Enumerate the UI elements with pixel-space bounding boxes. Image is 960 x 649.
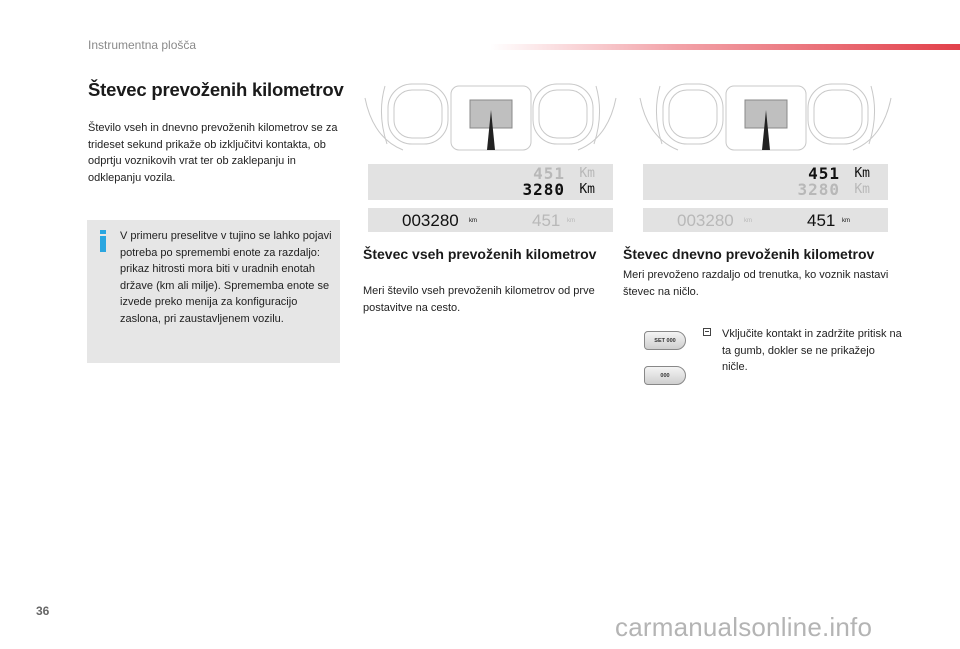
odometer-strip — [368, 208, 613, 232]
lcd-trip-unit: Km — [579, 166, 595, 181]
page-title: Števec prevoženih kilometrov — [88, 79, 344, 100]
set-000-button[interactable]: SET 000 — [644, 331, 686, 350]
odo-total-value: 003280 — [402, 211, 459, 230]
odo-total-unit: km — [469, 218, 477, 224]
info-icon — [99, 230, 107, 252]
lcd-trip-value: 451 — [533, 164, 565, 183]
instrument-cluster-icon — [363, 78, 618, 160]
reset-000-button[interactable]: 000 — [644, 366, 686, 385]
instrument-cluster-icon — [638, 78, 893, 160]
step-checkbox-icon — [703, 328, 711, 336]
lcd-total-value: 3280 — [522, 180, 565, 199]
lcd-total-unit: Km — [579, 182, 595, 197]
odo-trip-unit: km — [842, 218, 850, 224]
lcd-trip-value: 451 — [808, 164, 840, 183]
total-odometer-title: Števec vseh prevoženih kilometrov — [363, 246, 597, 262]
info-text: V primeru preselitve v tujino se lahko pojavi potreba po spremembi enote za razdaljo: prikaz hitrosti mora biti v uradnih enotah države (km ali milje). Sprememba enote se izvede preko menija za konfiguracijo zaslona, pri zaustavljenem vozilu. — [120, 230, 332, 325]
lcd-trip-unit: Km — [854, 166, 870, 181]
watermark: carmanualsonline.info — [615, 612, 873, 642]
odo-trip-value: 451 — [532, 211, 561, 230]
intro-paragraph: Število vseh in dnevno prevoženih kilometrov se za trideset sekund prikaže ob izključitvi kontakta, ob odprtju voznikovih vrat ter ob zaklepanju in odklepanju vozila. — [88, 122, 338, 184]
odo-total-unit: km — [744, 218, 752, 224]
odo-total-value: 003280 — [677, 211, 734, 230]
lcd-display — [643, 164, 888, 200]
header-accent-bar — [490, 44, 960, 50]
reset-instruction: Vključite kontakt in zadržite pritisk na ta gumb, dokler se ne prikažejo ničle. — [722, 328, 902, 373]
section-title: Instrumentna plošča — [88, 38, 197, 52]
odo-trip-unit: km — [567, 218, 575, 224]
total-odometer-desc: Meri število vseh prevoženih kilometrov od prve postavitve na cesto. — [363, 285, 595, 314]
lcd-total-value: 3280 — [797, 180, 840, 199]
odo-trip-value: 451 — [807, 211, 836, 230]
info-box — [87, 220, 340, 363]
odometer-strip — [643, 208, 888, 232]
trip-odometer-desc: Meri prevoženo razdaljo od trenutka, ko voznik nastavi števec na ničlo. — [623, 269, 889, 298]
page-number: 36 — [36, 604, 50, 618]
lcd-display — [368, 164, 613, 200]
trip-odometer-title: Števec dnevno prevoženih kilometrov — [623, 246, 875, 262]
lcd-total-unit: Km — [854, 182, 870, 197]
